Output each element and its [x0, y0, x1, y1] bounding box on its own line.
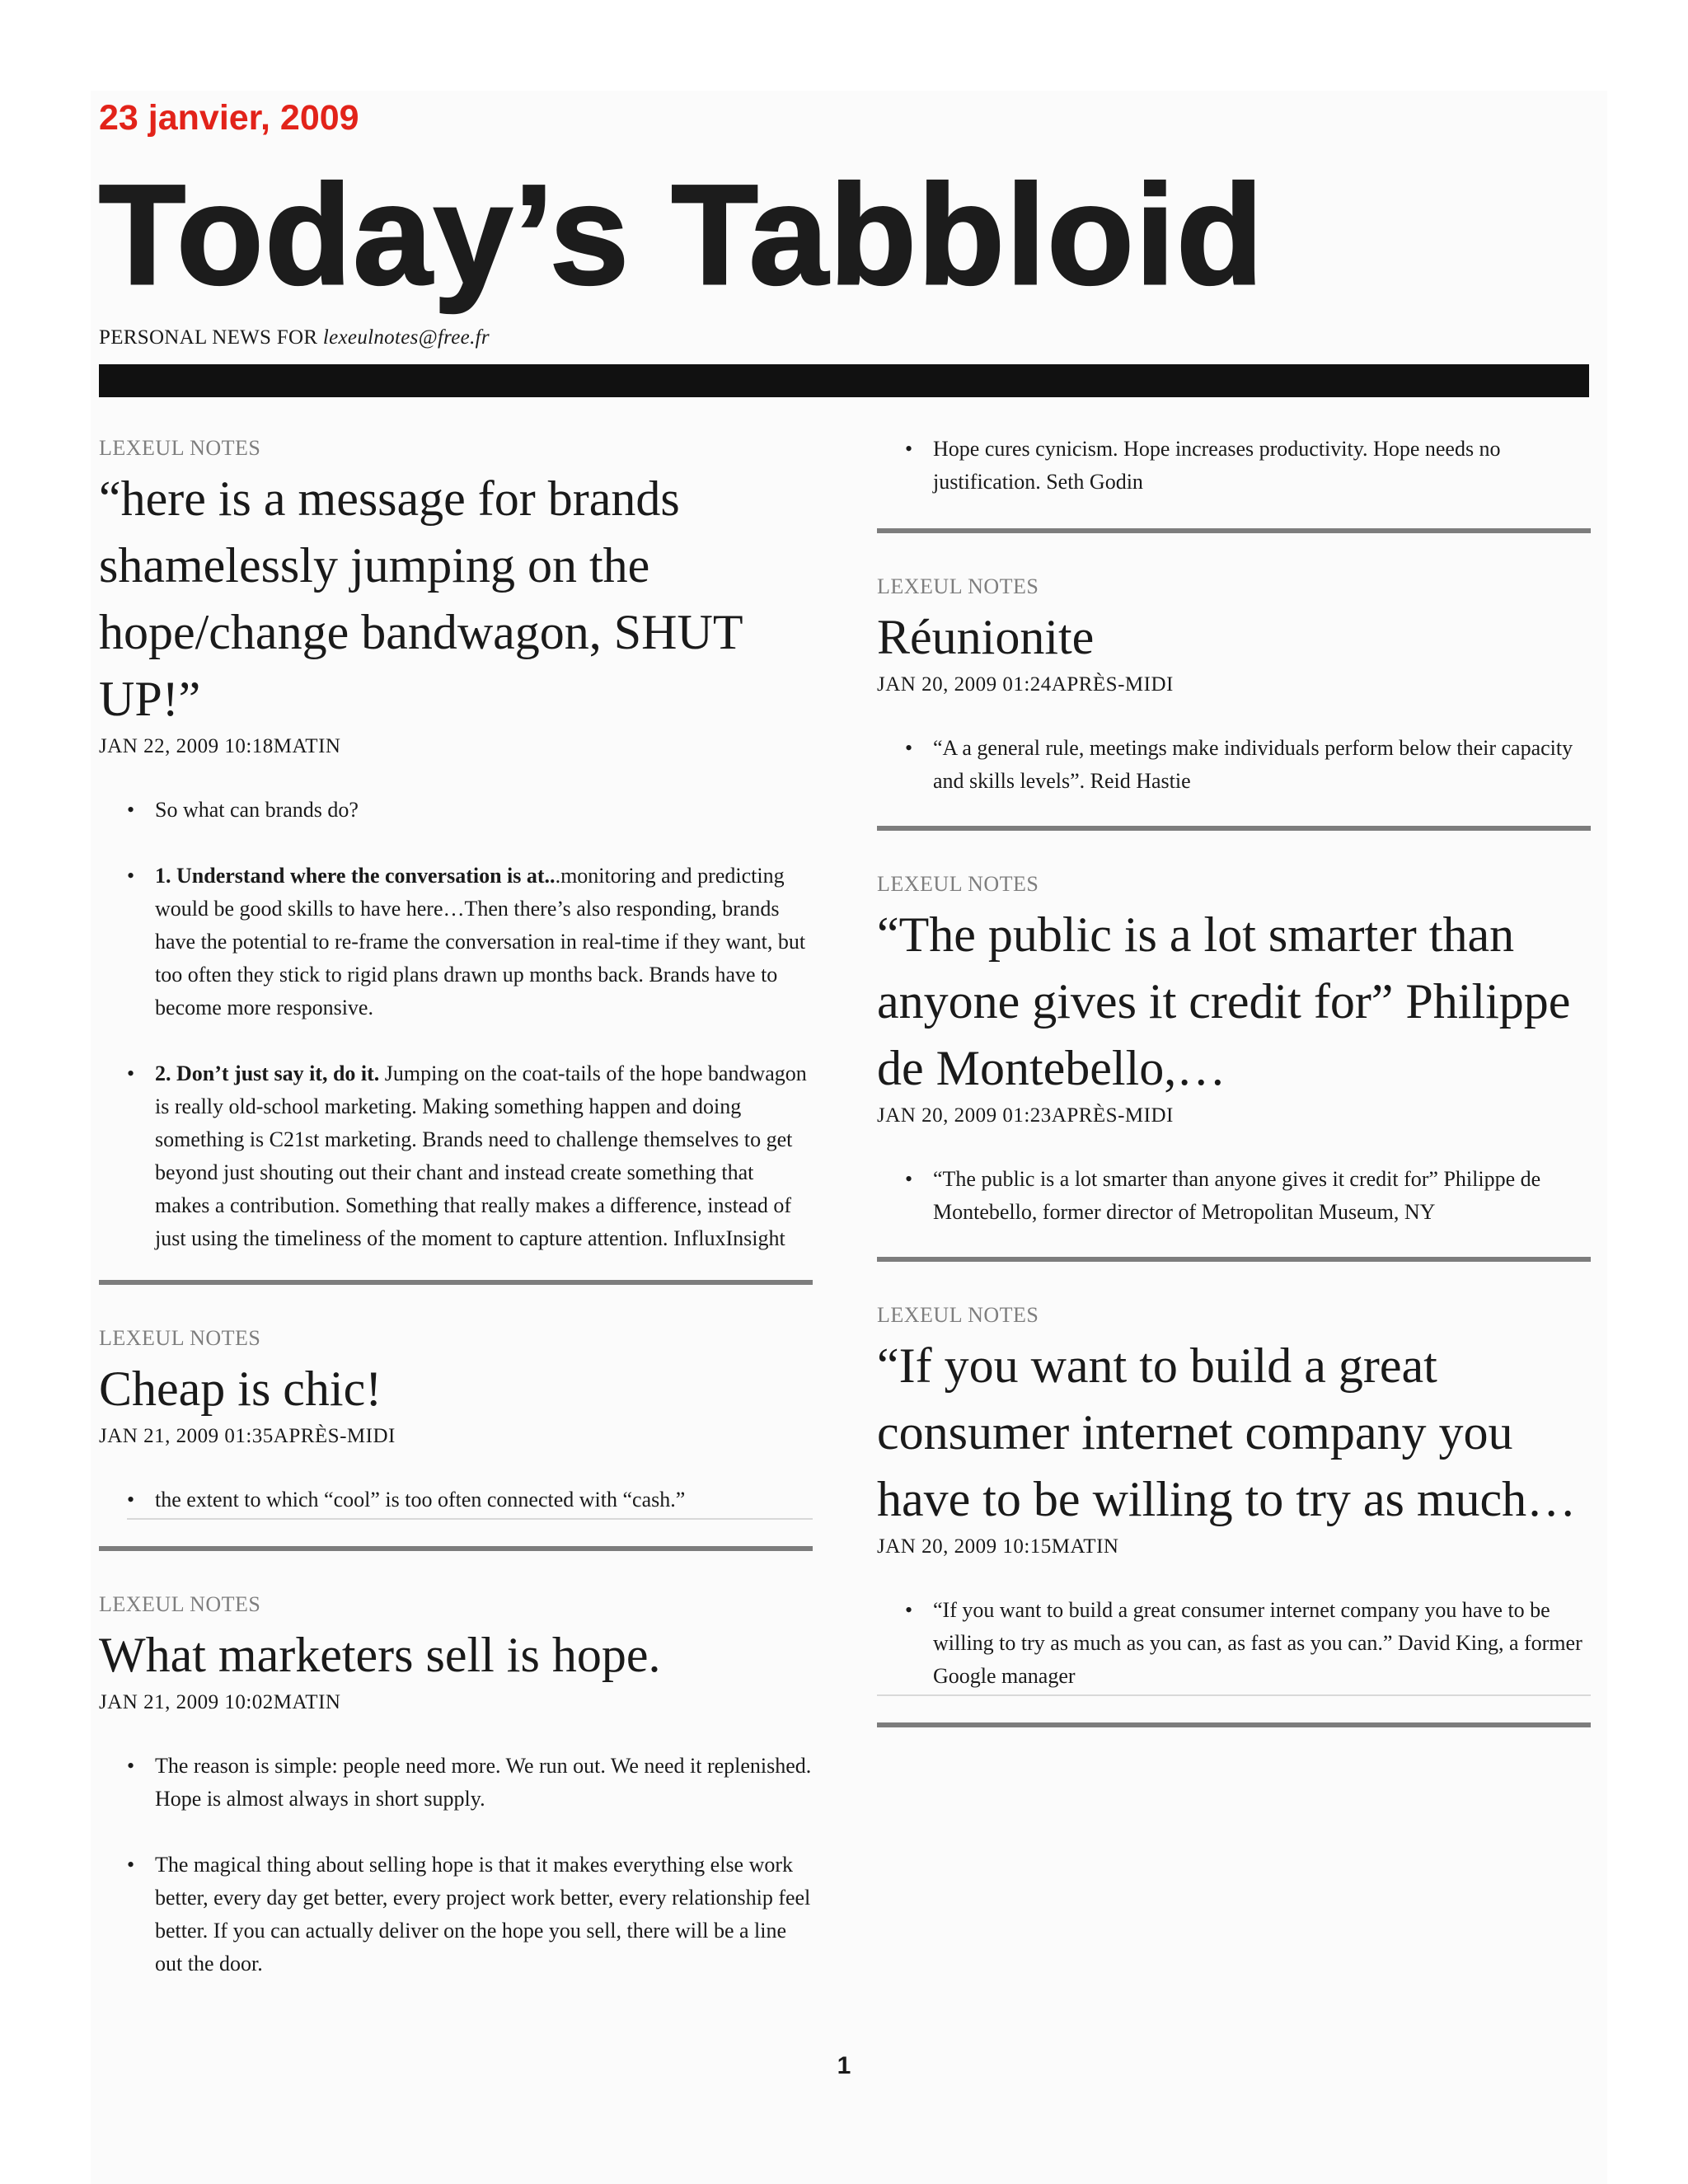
article-title: “If you want to build a great consumer internet company you have to be willing to try as much…: [877, 1338, 1577, 1526]
subscriber-email: lexeulnotes@free.fr: [322, 326, 490, 349]
article-title: What marketers sell is hope.: [99, 1628, 661, 1682]
bullet-bold-lead: 1. Understand where the conversation is at..: [155, 864, 556, 888]
bullet-item: • The reason is simple: people need more. We run out. We need it replenished. Hope is almost always in short supply.: [155, 1750, 813, 1816]
article-source: LEXEUL NOTES: [877, 872, 1039, 896]
bullet-item: • “The public is a lot smarter than anyone gives it credit for” Philippe de Montebello, former director of Metropolitan Museum, NY: [933, 1163, 1591, 1229]
article-bullets: [99, 794, 813, 1255]
article-date: JAN 21, 2009 10:02MATIN: [99, 1691, 341, 1713]
masthead: [99, 97, 1591, 349]
article-separator: [877, 826, 1591, 831]
article-separator: [877, 528, 1591, 533]
article-source: LEXEUL NOTES: [99, 1326, 261, 1350]
article-source: LEXEUL NOTES: [877, 1303, 1039, 1327]
article-source: LEXEUL NOTES: [877, 574, 1039, 598]
article-public-smarter: [877, 869, 1591, 1229]
page-number: 1: [837, 2052, 851, 2079]
article-separator: [877, 1722, 1591, 1727]
personal-news-line: [99, 326, 1591, 349]
article-separator: [877, 1257, 1591, 1262]
personal-news-prefix: PERSONAL NEWS FOR: [99, 326, 318, 349]
left-column: [99, 433, 813, 2013]
article-date: JAN 20, 2009 01:23APRÈS-MIDI: [877, 1104, 1174, 1127]
article-separator: [99, 1280, 813, 1285]
article-bullets: [877, 732, 1591, 798]
bullet-item: • “If you want to build a great consumer internet company you have to be willing to try as much as you can, as fast as you can.” David King, a former Google manager: [933, 1594, 1591, 1693]
bullet-text: .monitoring and predicting would be good skills to have here…Then there’s also responding, brands have the potential to re-frame the conversation in real-time if they want, but too often they stick to rigid plans drawn up months back. Brands have to become more responsive.: [155, 864, 806, 1019]
article-marketers-sell-hope: [99, 1589, 813, 1980]
article-separator: [99, 1546, 813, 1551]
article-internet-company: [877, 1300, 1591, 1696]
bullet-item: [155, 860, 813, 1024]
bullet-item: • So what can brands do?: [155, 794, 813, 827]
article-date: JAN 20, 2009 10:15MATIN: [877, 1535, 1119, 1558]
article-brands-shut-up: [99, 433, 813, 1255]
bullet-item: • “A a general rule, meetings make individuals perform below their capacity and skills levels”. Reid Hastie: [933, 732, 1591, 798]
article-source: LEXEUL NOTES: [99, 436, 261, 460]
article-title: Cheap is chic!: [99, 1361, 382, 1416]
bullet-bold-lead: 2. Don’t just say it, do it.: [155, 1062, 380, 1085]
bullet-text: Jumping on the coat-tails of the hope bandwagon is really old-school marketing. Making something happen and doing something is C21st marketing. Brands need to challenge themselves to get beyond just shouting out their chant and instead create something that makes a contribution. Something that really makes a difference, instead of just using the timeliness of the moment to capture attention. InfluxInsight: [155, 1062, 807, 1250]
article-end-rule: [127, 1518, 813, 1520]
article-date: JAN 21, 2009 01:35APRÈS-MIDI: [99, 1425, 396, 1447]
bullet-item: • The magical thing about selling hope is that it makes everything else work better, every day get better, every project work better, every relationship feel better. If you can actually deliver on the hope you sell, there will be a line out the door.: [155, 1849, 813, 1980]
article-end-rule: [877, 1694, 1591, 1696]
article-cheap-is-chic: [99, 1323, 813, 1520]
masthead-bar: [99, 364, 1589, 397]
article-bullets: [877, 1163, 1591, 1229]
article-bullets: [877, 1594, 1591, 1693]
bullet-item: • the extent to which “cool” is too often connected with “cash.”: [155, 1483, 813, 1516]
issue-date: 23 janvier, 2009: [99, 98, 359, 138]
article-bullets-continued: [877, 433, 1591, 499]
article-reunionite: [877, 571, 1591, 798]
bullet-item: [155, 1057, 813, 1255]
newspaper-title: Today’s Tabbloid: [99, 156, 1265, 314]
right-column: [877, 433, 1591, 1727]
article-bullets: [99, 1750, 813, 1980]
article-title: Réunionite: [877, 610, 1095, 664]
article-title: “here is a message for brands shamelessly jumping on the hope/change bandwagon, SHUT UP!”: [99, 471, 743, 726]
article-source: LEXEUL NOTES: [99, 1592, 261, 1616]
bullet-item: • Hope cures cynicism. Hope increases productivity. Hope needs no justification. Seth Godin: [933, 433, 1591, 499]
article-bullets: [99, 1483, 813, 1516]
article-title: “The public is a lot smarter than anyone gives it credit for” Philippe de Montebello,…: [877, 907, 1571, 1095]
article-date: JAN 20, 2009 01:24APRÈS-MIDI: [877, 673, 1174, 696]
article-date: JAN 22, 2009 10:18MATIN: [99, 735, 341, 757]
